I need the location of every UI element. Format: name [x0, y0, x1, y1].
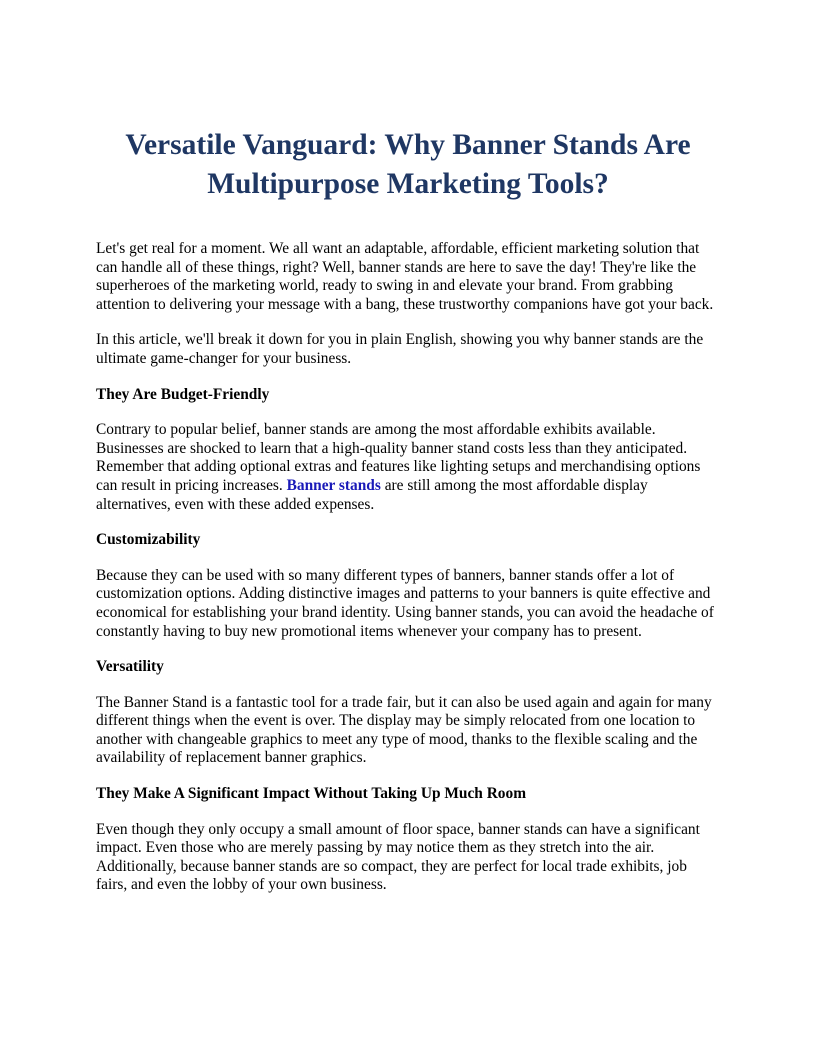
intro-paragraph-1: Let's get real for a moment. We all want an adaptable, affordable, efficient marketing solution that can handle all of these things, right? Well, banner stands are here to save the day! They're like the superheroes of the marketing world, ready to swing in and elevate your brand. From grabbing attention to delivering your message with a bang, these trustworthy companions have got your back.: [96, 240, 714, 313]
budget-text-after-link: are still among the most affordable display alternatives, even with these added expenses.: [96, 476, 648, 513]
budget-text-before-link: Contrary to popular belief, banner stands are among the most affordable exhibits available. Businesses are shocked to learn that a high-quality banner stand costs less than they anticipated. Remember that adding optional extras and features like lighting setups and merchandising options can result in pricing increases.: [96, 421, 701, 494]
section-paragraph-budget: [96, 421, 720, 514]
section-heading-versatility: Versatility: [96, 658, 164, 676]
section-paragraph-customizability: Because they can be used with so many different types of banners, banner stands offer a lot of customization options. Adding distinctive images and patterns to your banners is quite effective and economical for establishing your brand identity. Using banner stands, you can avoid the headache of constantly having to buy new promotional items whenever your company has to present.: [96, 566, 714, 640]
section-heading-budget: They Are Budget-Friendly: [96, 385, 270, 403]
article-body: [96, 240, 720, 912]
section-heading-customizability: Customizability: [96, 531, 201, 549]
page-title: Versatile Vanguard: Why Banner Stands Are Multipurpose Marketing Tools?: [125, 129, 691, 200]
banner-stands-link[interactable]: Banner stands: [286, 476, 381, 494]
section-heading-impact: They Make A Significant Impact Without Taking Up Much Room: [96, 785, 527, 803]
section-paragraph-versatility: The Banner Stand is a fantastic tool for a trade fair, but it can also be used again and again for many different things when the event is over. The display may be simply relocated from one location to another with changeable graphics to meet any type of mood, thanks to the flexible scaling and the availability of replacement banner graphics.: [96, 693, 712, 767]
section-paragraph-impact: Even though they only occupy a small amount of floor space, banner stands can have a significant impact. Even those who are merely passing by may notice them as they stretch into the air. Additionally, because banner stands are so compact, they are perfect for local trade exhibits, job fairs, and even the lobby of your own business.: [96, 820, 700, 894]
intro-paragraph-2: In this article, we'll break it down for you in plain English, showing you why banner stands are the ultimate game-changer for your business.: [96, 331, 704, 367]
